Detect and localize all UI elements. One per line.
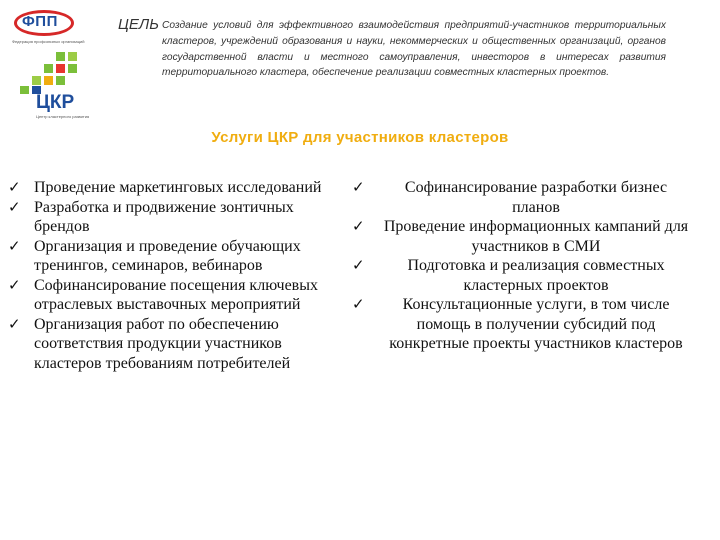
services-title: Услуги ЦКР для участников кластеров [211, 129, 509, 146]
list-item-text: Разработка и продвижение зонтичных брендов [34, 198, 294, 235]
list-item-text: Проведение маркетинговых исследований [34, 179, 322, 196]
checkmark-icon: ✓ [352, 295, 365, 313]
ckr-logo-subtitle: Центр кластерного развития [36, 114, 90, 119]
list-item [8, 237, 348, 276]
list-item-text: Организация и проведение обучающих тренингов, семинаров, вебинаров [34, 237, 301, 274]
list-item-text: Проведение информационных кампаний для участников в СМИ [383, 218, 689, 255]
list-item-text: Консультационные услуги, в том числе помощь в получении субсидий под конкретные проекты участников кластеров [389, 296, 683, 352]
checkmark-icon: ✓ [8, 197, 21, 216]
right-services-list [352, 178, 692, 354]
checkmark-icon: ✓ [8, 314, 21, 333]
fpp-logo-text: ФПП [22, 13, 58, 30]
list-item [352, 217, 692, 256]
list-item [352, 178, 692, 217]
list-item [352, 295, 692, 354]
checkmark-icon: ✓ [352, 178, 365, 196]
goal-text: Создание условий для эффективного взаимодействия предприятий-участников территориальных кластеров, учреждений образования и науки, некоммерческих и общественных организаций, органов государственной власти и местного самоуправления, инвесторов в интересах развития территориального кластера, обеспечение реализации совместных кластерных проектов. [162, 20, 666, 79]
fpp-logo-subtitle: Федерация профсоюзных организаций [12, 39, 85, 44]
ckr-logo-text: ЦКР [36, 92, 75, 113]
ckr-logo [8, 52, 118, 132]
list-item-text: Организация работ по обеспечению соответствия продукции участников кластеров требованиям потребителей [34, 315, 291, 372]
ckr-logo-grid-icon [16, 52, 88, 94]
goal-label: ЦЕЛЬ [118, 16, 159, 33]
list-item-text: Подготовка и реализация совместных кластерных проектов [407, 257, 665, 294]
list-item [8, 198, 348, 237]
checkmark-icon: ✓ [8, 178, 21, 196]
list-item-text: Софинансирование разработки бизнес планов [404, 179, 668, 216]
left-services-list [8, 178, 348, 373]
checkmark-icon: ✓ [8, 236, 21, 255]
list-item [8, 178, 348, 198]
fpp-logo [8, 8, 118, 48]
checkmark-icon: ✓ [352, 217, 365, 235]
list-item [8, 276, 348, 315]
list-item [8, 315, 348, 374]
list-item-text: Софинансирование посещения ключевых отраслевых выставочных мероприятий [34, 276, 318, 313]
list-item [352, 256, 692, 295]
checkmark-icon: ✓ [8, 275, 21, 294]
checkmark-icon: ✓ [352, 256, 365, 274]
